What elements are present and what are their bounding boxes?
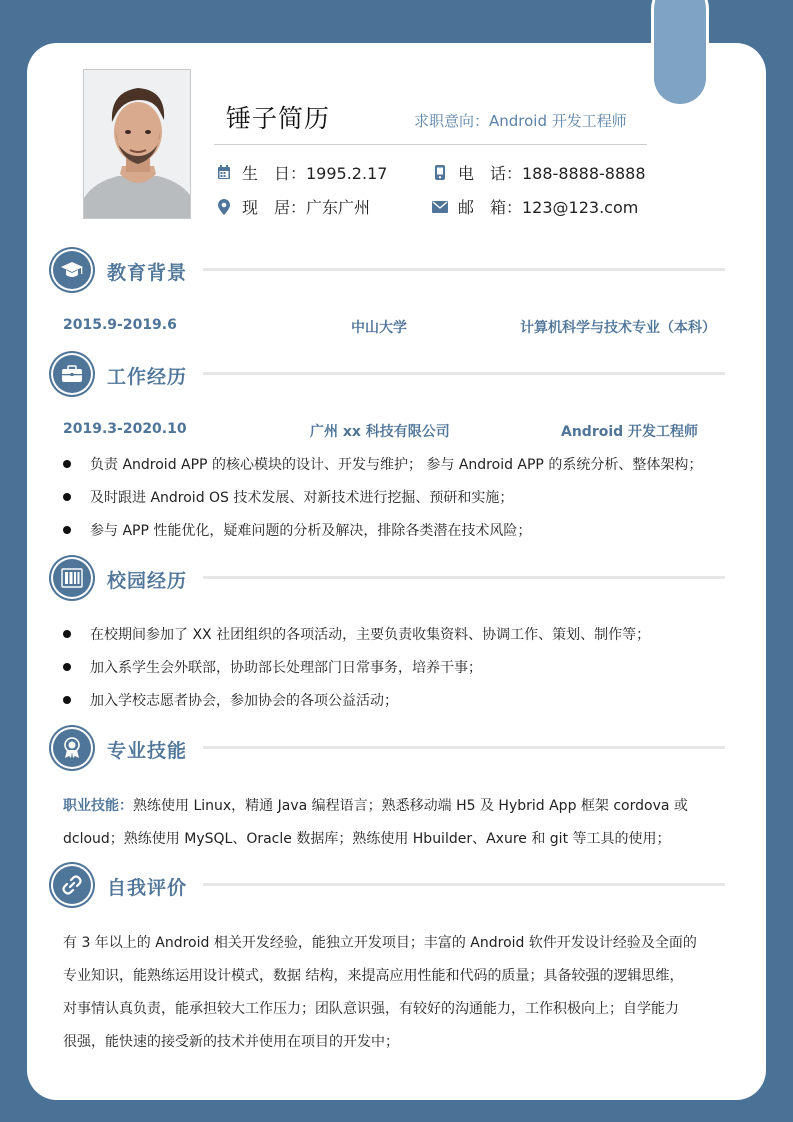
work-section-title: 工作经历 <box>107 366 188 388</box>
phone-row <box>432 161 646 184</box>
birthday-row <box>216 161 387 184</box>
list-item <box>63 487 513 507</box>
phone-text: 电 话：188-8888-8888 <box>458 164 646 183</box>
bullet-dot <box>63 663 71 671</box>
self-eval-line: 很强，能快速的接受新的技术并使用在项目的开发中； <box>63 1034 399 1050</box>
skills-line-1 <box>63 795 688 815</box>
self-eval-line: 对事情认真负责，能承担较大工作压力；团队意识强，有较好的沟通能力，工作积极向上；自学能力 <box>63 1001 679 1017</box>
location-pin-icon <box>216 199 232 215</box>
work-item-text: 及时跟进 Android OS 技术发展、对新技术进行挖掘、预研和实施； <box>90 490 514 506</box>
education-date: 2015.9-2019.6 <box>63 317 177 333</box>
campus-item-text: 加入系学生会外联部，协助部长处理部门日常事务，培养干事； <box>90 660 482 676</box>
list-item <box>63 624 650 644</box>
work-item-text: 参与 APP 性能优化，疑难问题的分析及解决，排除各类潜在技术风险； <box>90 523 532 539</box>
self-eval-section-title: 自我评价 <box>107 877 188 899</box>
bullet-dot <box>63 696 71 704</box>
birthday-text: 生 日：1995.2.17 <box>242 164 388 183</box>
skills-label: 职业技能： <box>63 798 133 814</box>
education-divider <box>203 268 725 271</box>
briefcase-icon <box>53 355 91 393</box>
list-item <box>63 454 702 474</box>
education-major: 计算机科学与技术专业（本科） <box>520 320 716 336</box>
campus-divider <box>203 576 725 579</box>
award-medal-icon <box>53 729 91 767</box>
campus-section-title: 校园经历 <box>107 570 188 592</box>
education-school: 中山大学 <box>351 320 407 336</box>
self-eval-line: 专业知识，能熟练运用设计模式，数据 结构，来提高应用性能和代码的质量；具备较强的逻辑思维， <box>63 968 684 984</box>
education-section-title: 教育背景 <box>107 262 188 284</box>
list-item <box>63 690 398 710</box>
email-text: 邮 箱：123@123.com <box>458 198 639 217</box>
skills-text-2: dcloud；熟练使用 MySQL、Oracle 数据库；熟练使用 Hbuilder、Axure 和 git 等工具的使用； <box>63 831 671 847</box>
envelope-icon <box>432 199 448 215</box>
link-icon <box>53 866 91 904</box>
list-item <box>63 657 482 677</box>
bullet-dot <box>63 526 71 534</box>
bullet-dot <box>63 630 71 638</box>
residence-text: 现 居：广东广州 <box>242 198 371 217</box>
skills-section-title: 专业技能 <box>107 740 188 762</box>
work-position: Android 开发工程师 <box>561 424 699 440</box>
self-eval-line: 有 3 年以上的 Android 相关开发经验，能独立开发项目；丰富的 Android 软件开发设计经验及全面的 <box>63 935 697 951</box>
work-company: 广州 xx 科技有限公司 <box>310 424 450 440</box>
list-item <box>63 520 531 540</box>
self-eval-divider <box>203 883 725 886</box>
calendar-icon <box>216 165 232 181</box>
campus-item-text: 加入学校志愿者协会，参加协会的各项公益活动； <box>90 693 398 709</box>
header-divider <box>214 144 647 145</box>
job-intent: 求职意向：Android 开发工程师 <box>414 112 627 130</box>
skills-text-1: 熟练使用 Linux，精通 Java 编程语言；熟悉移动端 H5 及 Hybrid App 框架 cordova 或 <box>133 798 688 814</box>
resume-title: 锤子简历 <box>226 104 331 133</box>
bullet-dot <box>63 460 71 468</box>
residence-row <box>216 195 370 218</box>
work-divider <box>203 372 725 375</box>
decorative-bookmark-tab <box>651 0 709 107</box>
email-row <box>432 195 638 218</box>
bullet-dot <box>63 493 71 501</box>
work-date: 2019.3-2020.10 <box>63 421 187 437</box>
mobile-phone-icon <box>432 165 448 181</box>
campus-item-text: 在校期间参加了 XX 社团组织的各项活动，主要负责收集资料、协调工作、策划、制作等； <box>90 627 651 643</box>
profile-photo <box>83 69 191 219</box>
skills-divider <box>203 746 725 749</box>
work-item-text: 负责 Android APP 的核心模块的设计、开发与维护； 参与 Android APP 的系统分析、整体架构； <box>90 457 703 473</box>
graduation-cap-icon <box>53 251 91 289</box>
books-icon <box>53 559 91 597</box>
